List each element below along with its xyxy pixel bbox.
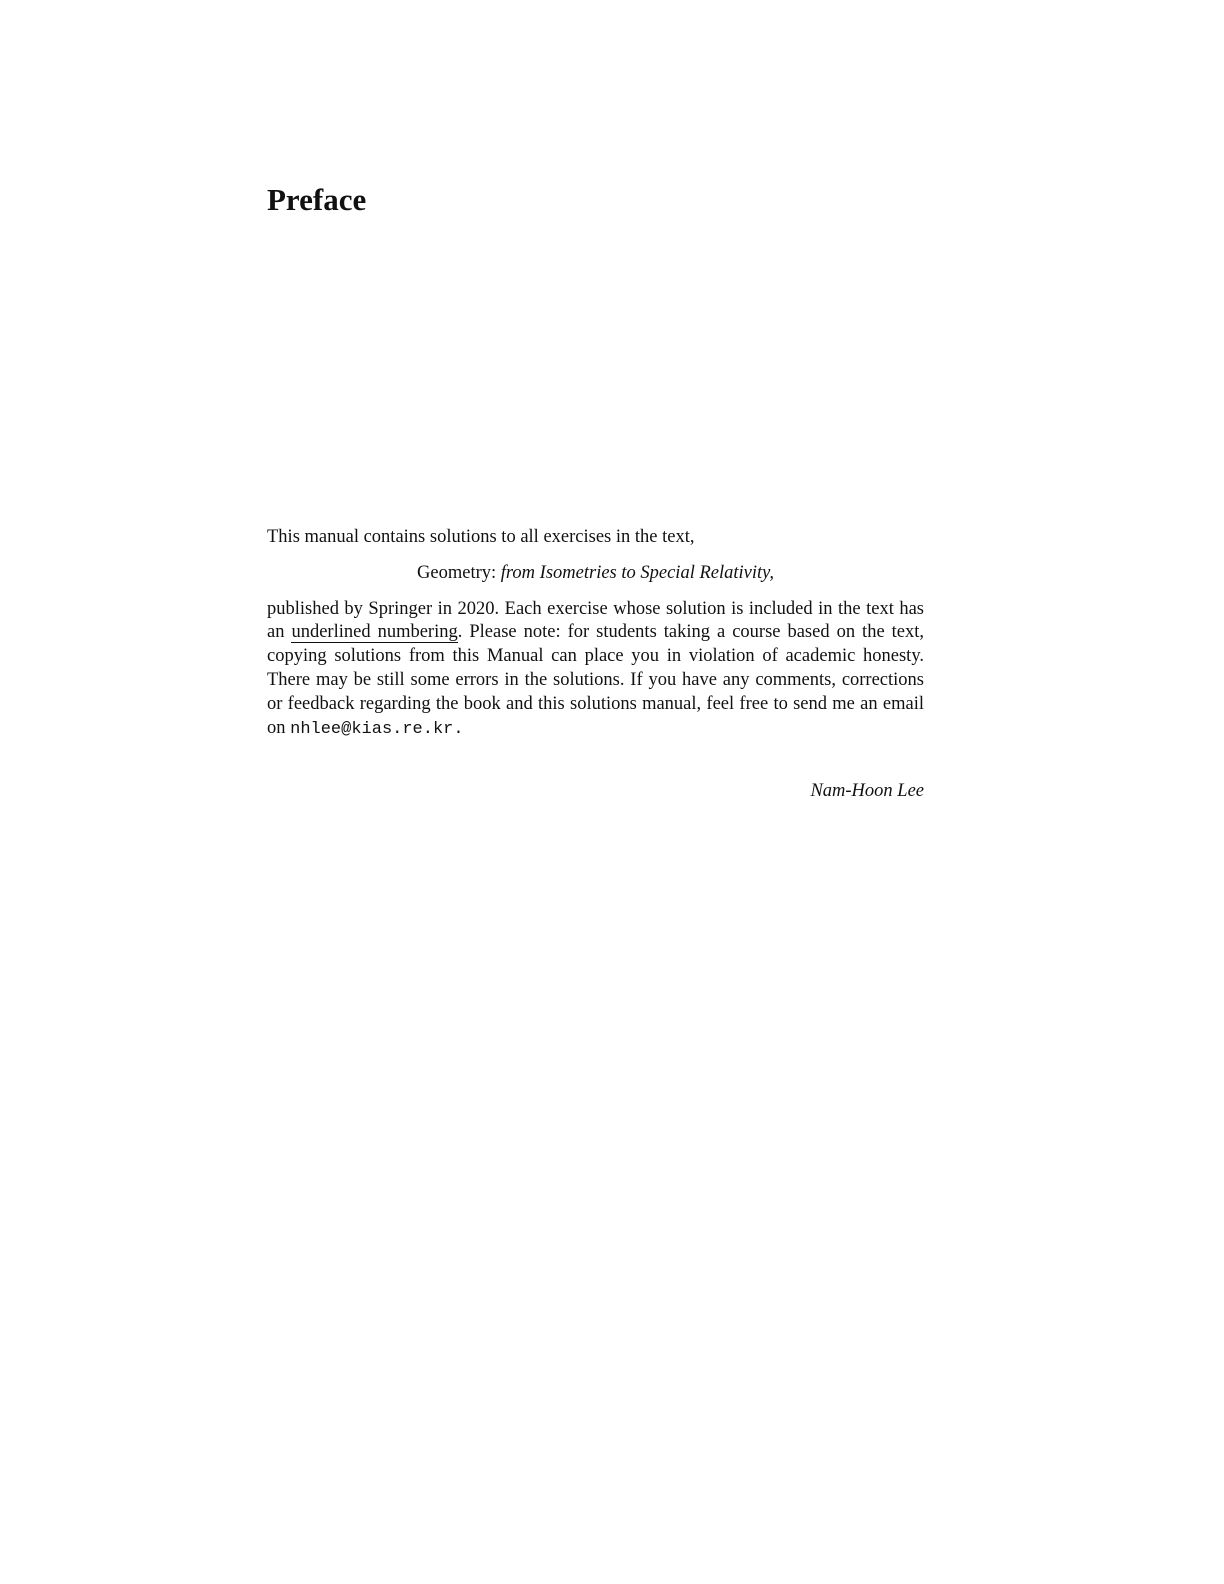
intro-text: This manual contains solutions to all exercises in the text,	[267, 527, 695, 547]
paragraph-end: .	[453, 719, 464, 739]
book-title-roman: Geometry:	[417, 562, 497, 583]
email-address: nhlee@kias.re.kr	[290, 719, 454, 739]
underlined-numbering-text: underlined numbering	[291, 622, 458, 643]
paragraph-lead: published by Springer in 2020. Each exercise whose solution is included in the text has an	[267, 598, 924, 643]
author-signature: Nam-Hoon Lee	[810, 781, 924, 801]
book-title-line	[267, 562, 924, 586]
book-title-italic: from Isometries to Special Relativity,	[500, 562, 774, 583]
paragraph-rest: . Please note: for students taking a course based on the text, copying solutions from this Manual can place you in violation of academic honesty. There may be still some errors in the solutions. If you have any comments, corrections or feedback regarding the book and this solutions manual, feel free to send me an email on	[267, 622, 925, 738]
page-title: Preface	[267, 182, 367, 217]
main-paragraph	[267, 598, 924, 742]
preface-body	[267, 526, 924, 741]
